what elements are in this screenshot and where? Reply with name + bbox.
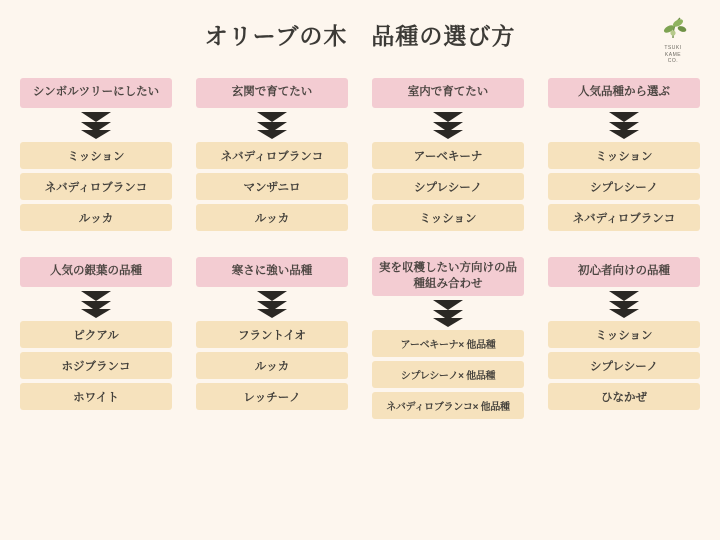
- list-item: シプレシーノ× 他品種: [372, 361, 524, 388]
- list-item: フラントイオ: [196, 321, 348, 348]
- item-list: [372, 330, 524, 419]
- list-item: ミッション: [372, 204, 524, 231]
- group-column: [188, 257, 356, 419]
- list-item: ネバディロブランコ: [196, 142, 348, 169]
- brand-logo: [644, 12, 702, 70]
- down-arrows-icon: [425, 108, 471, 142]
- list-item: ホワイト: [20, 383, 172, 410]
- list-item: ネバディロブランコ: [20, 173, 172, 200]
- list-item: ルッカ: [196, 204, 348, 231]
- list-item: マンザニロ: [196, 173, 348, 200]
- group-heading: 初心者向けの品種: [548, 257, 700, 287]
- list-item: シプレシーノ: [548, 173, 700, 200]
- item-list: [548, 321, 700, 410]
- down-arrows-icon: [249, 287, 295, 321]
- item-list: [20, 142, 172, 231]
- group-column: [540, 257, 708, 419]
- group-grid: [12, 78, 708, 419]
- down-arrows-icon: [73, 108, 119, 142]
- list-item: レッチーノ: [196, 383, 348, 410]
- list-item: ミッション: [20, 142, 172, 169]
- list-item: ホジブランコ: [20, 352, 172, 379]
- group-column: [188, 78, 356, 231]
- list-item: シプレシーノ: [372, 173, 524, 200]
- down-arrows-icon: [601, 108, 647, 142]
- group-heading: 人気品種から選ぶ: [548, 78, 700, 108]
- page-title: オリーブの木 品種の選び方: [204, 23, 516, 49]
- group-column: [540, 78, 708, 231]
- down-arrows-icon: [425, 296, 471, 330]
- list-item: ミッション: [548, 321, 700, 348]
- list-item: ひなかぜ: [548, 383, 700, 410]
- list-item: ピクアル: [20, 321, 172, 348]
- item-list: [196, 142, 348, 231]
- list-item: アーベキーナ× 他品種: [372, 330, 524, 357]
- list-item: アーベキーナ: [372, 142, 524, 169]
- down-arrows-icon: [249, 108, 295, 142]
- olive-leaf-icon: [658, 14, 688, 45]
- logo-line-3: CO.: [667, 57, 679, 64]
- item-list: [548, 142, 700, 231]
- group-column: [364, 257, 532, 419]
- group-column: [12, 257, 180, 419]
- item-list: [196, 321, 348, 410]
- logo-text: [664, 45, 681, 64]
- list-item: ミッション: [548, 142, 700, 169]
- item-list: [372, 142, 524, 231]
- logo-line-2: KAME: [664, 51, 682, 58]
- group-heading: 人気の銀葉の品種: [20, 257, 172, 287]
- group-column: [12, 78, 180, 231]
- list-item: ルッカ: [20, 204, 172, 231]
- list-item: ネバディロブランコ× 他品種: [372, 392, 524, 419]
- list-item: ネバディロブランコ: [548, 204, 700, 231]
- group-column: [364, 78, 532, 231]
- item-list: [20, 321, 172, 410]
- group-heading: シンボルツリーにしたい: [20, 78, 172, 108]
- down-arrows-icon: [601, 287, 647, 321]
- down-arrows-icon: [73, 287, 119, 321]
- group-heading: 玄関で育てたい: [196, 78, 348, 108]
- group-heading: 室内で育てたい: [372, 78, 524, 108]
- group-heading: 実を収穫したい方向けの品種組み合わせ: [372, 257, 524, 296]
- logo-line-1: TSUKI: [664, 45, 682, 52]
- group-heading: 寒さに強い品種: [196, 257, 348, 287]
- list-item: シプレシーノ: [548, 352, 700, 379]
- list-item: ルッカ: [196, 352, 348, 379]
